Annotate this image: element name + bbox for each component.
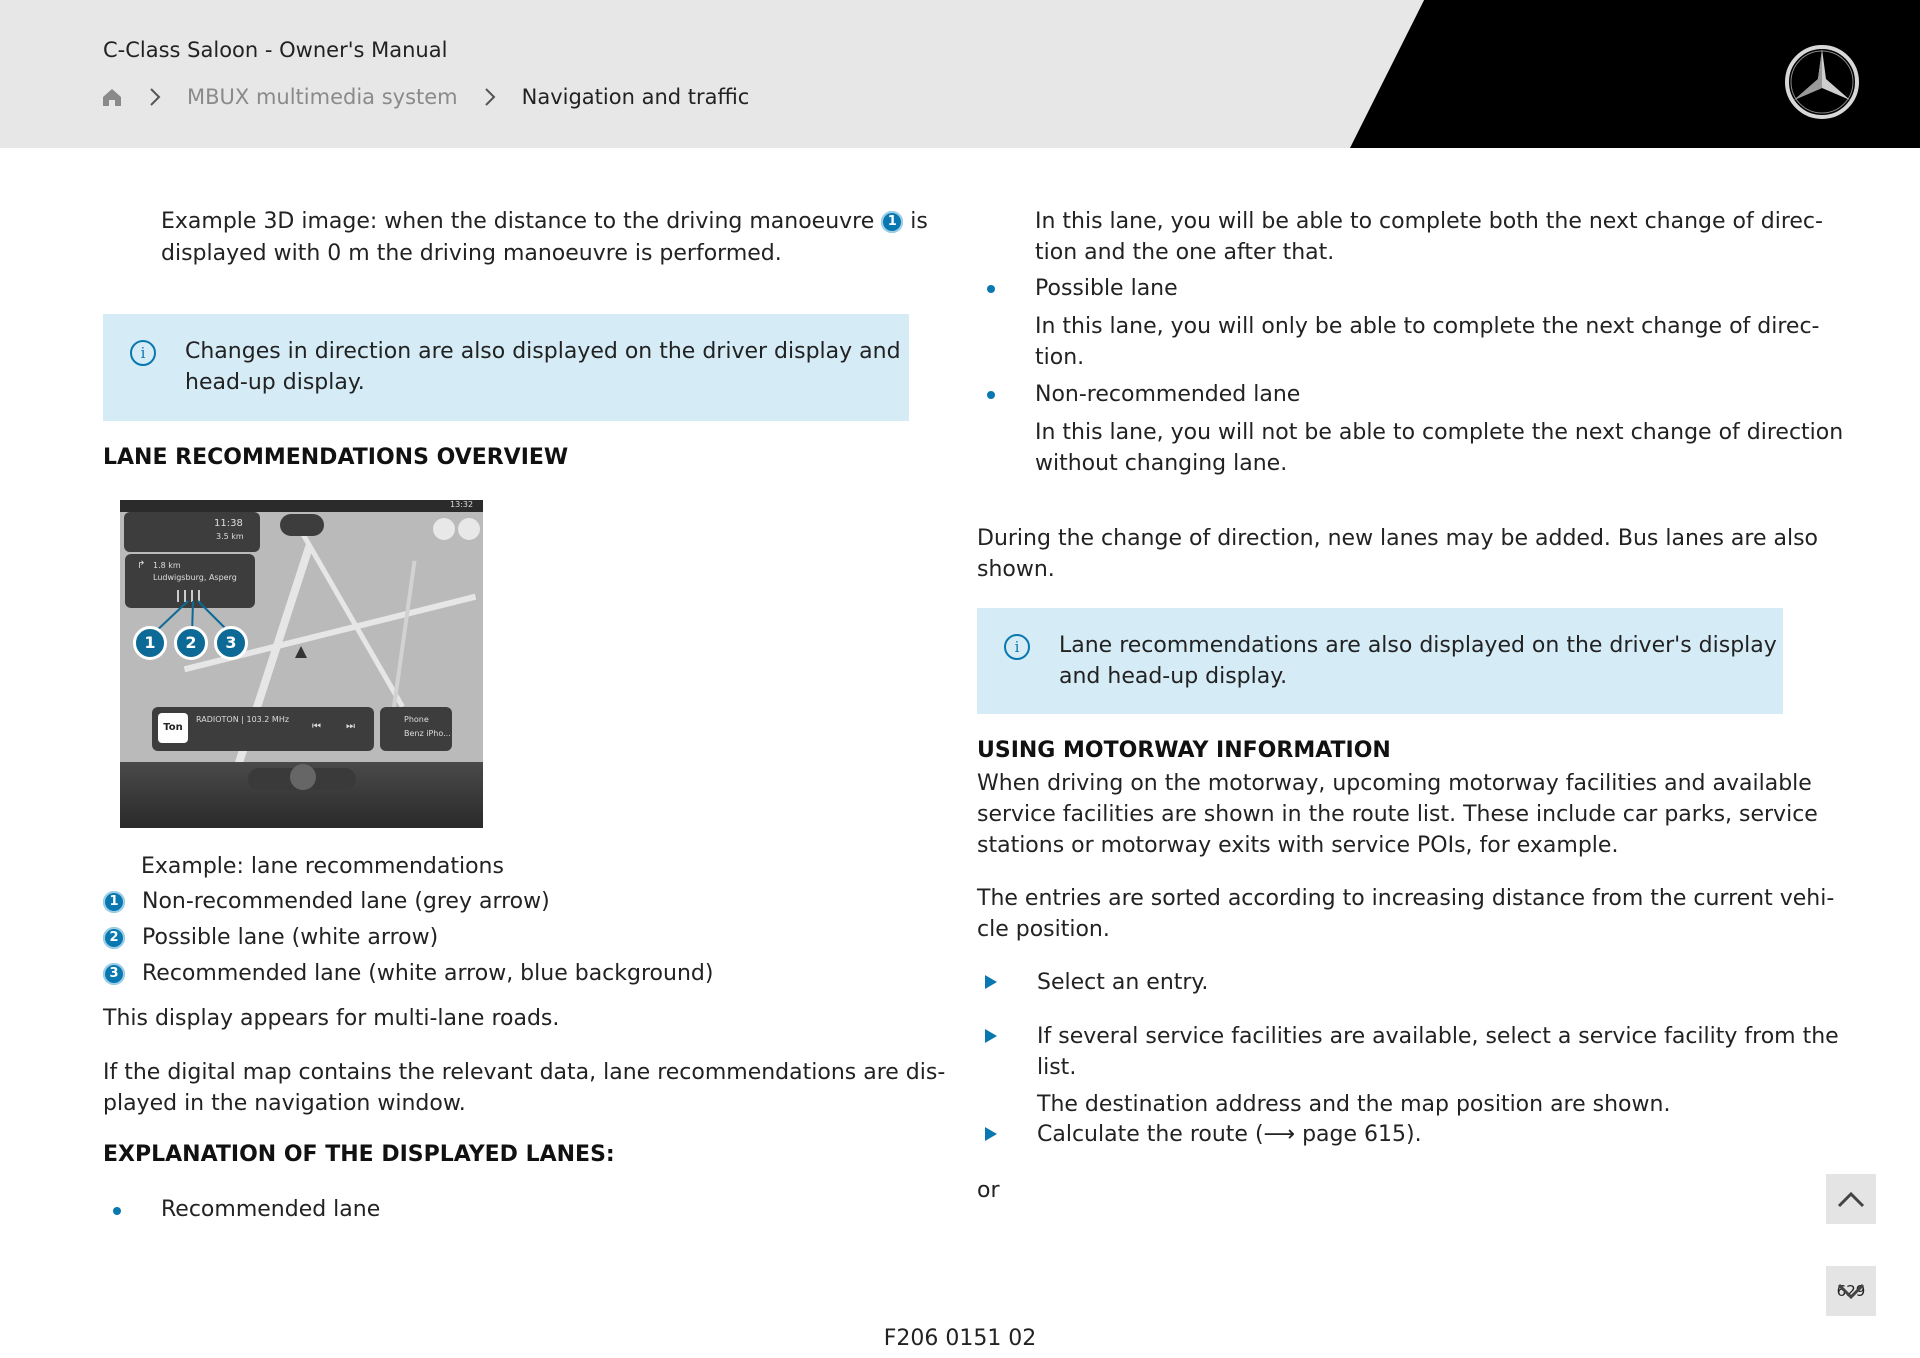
lane-marker-2: 2 bbox=[174, 626, 208, 660]
info-note-line2: and head-up display. bbox=[1059, 664, 1288, 689]
step-result: The destination address and the map position are shown. bbox=[1037, 1092, 1671, 1117]
entries-line2: cle position. bbox=[977, 917, 1110, 942]
step-arrow-icon bbox=[985, 1127, 997, 1141]
step-select-entry: Select an entry. bbox=[1037, 970, 1209, 995]
breadcrumb-link-mbux[interactable]: MBUX multimedia system bbox=[187, 85, 458, 109]
legend-number-1: 1 bbox=[103, 891, 125, 913]
nonrec-desc-line1: In this lane, you will not be able to complete the next change of direction bbox=[1035, 420, 1844, 445]
info-icon: i bbox=[130, 340, 156, 366]
step-calculate-route: Calculate the route (⟶ page 615). bbox=[1037, 1122, 1422, 1147]
legend-number-3: 3 bbox=[103, 963, 125, 985]
bullet-possible-lane: Possible lane bbox=[1035, 276, 1178, 301]
para-change-line1: During the change of direction, new lanes may be added. Bus lanes are also bbox=[977, 526, 1819, 551]
figure-bottom-bar bbox=[120, 762, 483, 828]
nonrec-desc-line2: without changing lane. bbox=[1035, 451, 1288, 476]
para-digital-map-line1: If the digital map contains the relevant data, lane recommendations are dis- bbox=[103, 1060, 946, 1085]
chevron-up-icon bbox=[1836, 1189, 1866, 1209]
step-select-facility-line2: list. bbox=[1037, 1055, 1077, 1080]
possible-desc-line1: In this lane, you will only be able to complete the next change of direc- bbox=[1035, 314, 1820, 339]
mercedes-star-logo-icon bbox=[1784, 44, 1860, 124]
chevron-down-icon bbox=[1836, 1282, 1866, 1302]
para-change-line2: shown. bbox=[977, 557, 1055, 582]
radio-logo: Ton bbox=[158, 713, 188, 743]
legend-number-2: 2 bbox=[103, 927, 125, 949]
lane-recommendation-screenshot bbox=[120, 500, 483, 828]
breadcrumb bbox=[101, 82, 749, 112]
lane-marker-1: 1 bbox=[133, 626, 167, 660]
chevron-right-icon bbox=[149, 87, 161, 107]
page-number: 629 bbox=[1836, 1282, 1866, 1300]
bullet-nonrecommended-lane: Non-recommended lane bbox=[1035, 382, 1301, 407]
or-text: or bbox=[977, 1178, 1000, 1203]
scroll-up-button[interactable] bbox=[1826, 1174, 1876, 1224]
manual-title: C-Class Saloon - Owner's Manual bbox=[103, 38, 448, 62]
entries-line1: The entries are sorted according to increasing distance from the current vehi- bbox=[977, 886, 1835, 911]
rec-desc-line2: tion and the one after that. bbox=[1035, 240, 1335, 265]
step-select-facility-line1: If several service facilities are available, select a service facility from the bbox=[1037, 1024, 1839, 1049]
legend-item: 1 Non-recommended lane (grey arrow) bbox=[103, 886, 550, 917]
step-arrow-icon bbox=[985, 1029, 997, 1043]
intro-caption-line1: Example 3D image: when the distance to the driving manoeuvre 1 is bbox=[161, 209, 928, 234]
page-header bbox=[0, 0, 1920, 148]
bullet-recommended-lane: Recommended lane bbox=[161, 1197, 381, 1222]
legend-item: 3 Recommended lane (white arrow, blue background) bbox=[103, 958, 713, 989]
possible-desc-line2: tion. bbox=[1035, 345, 1085, 370]
step-arrow-icon bbox=[985, 975, 997, 989]
motorway-line3: stations or motorway exits with service POIs, for example. bbox=[977, 833, 1619, 858]
radio-card: Ton RADIOTON | 103.2 MHz ⏮ ⏭ bbox=[152, 707, 374, 751]
info-note-line2: head-up display. bbox=[185, 370, 365, 395]
scroll-down-button[interactable] bbox=[1826, 1266, 1876, 1316]
rec-desc-line1: In this lane, you will be able to complete both the next change of direc- bbox=[1035, 209, 1823, 234]
motorway-line2: service facilities are shown in the route list. These include car parks, service bbox=[977, 802, 1818, 827]
bullet-dot bbox=[987, 285, 995, 293]
figure-caption: Example: lane recommendations bbox=[141, 854, 504, 879]
route-time-card: 11:38 3.5 km bbox=[124, 512, 260, 552]
intro-caption-line2: displayed with 0 m the driving manoeuvre is performed. bbox=[161, 241, 782, 266]
info-note-left bbox=[103, 314, 909, 421]
info-note-right bbox=[977, 608, 1783, 714]
heading-explanation: EXPLANATION OF THE DISPLAYED LANES: bbox=[103, 1142, 615, 1167]
legend-item: 2 Possible lane (white arrow) bbox=[103, 922, 438, 953]
lane-marker-3: 3 bbox=[214, 626, 248, 660]
footer-code: F206 0151 02 bbox=[883, 1326, 1037, 1351]
callout-number-1: 1 bbox=[881, 211, 903, 233]
phone-card: Phone Benz iPho... bbox=[380, 707, 452, 751]
bullet-dot bbox=[113, 1207, 121, 1215]
para-digital-map-line2: played in the navigation window. bbox=[103, 1091, 466, 1116]
info-note-line1: Changes in direction are also displayed on the driver display and bbox=[185, 339, 901, 364]
status-clock: 13:32 bbox=[450, 500, 474, 509]
motorway-line1: When driving on the motorway, upcoming motorway facilities and available bbox=[977, 771, 1812, 796]
chevron-right-icon bbox=[484, 87, 496, 107]
breadcrumb-current[interactable]: Navigation and traffic bbox=[521, 85, 750, 109]
home-icon[interactable] bbox=[101, 86, 123, 108]
info-icon: i bbox=[1004, 634, 1030, 660]
heading-motorway: USING MOTORWAY INFORMATION bbox=[977, 738, 1391, 763]
bullet-dot bbox=[987, 391, 995, 399]
heading-lane-overview: LANE RECOMMENDATIONS OVERVIEW bbox=[103, 445, 569, 470]
para-multi-lane: This display appears for multi-lane roads. bbox=[103, 1006, 560, 1031]
turn-info-card: ↱ 1.8 km Ludwigsburg, Asperg bbox=[125, 554, 255, 608]
info-note-line1: Lane recommendations are also displayed on the driver's display bbox=[1059, 633, 1777, 658]
